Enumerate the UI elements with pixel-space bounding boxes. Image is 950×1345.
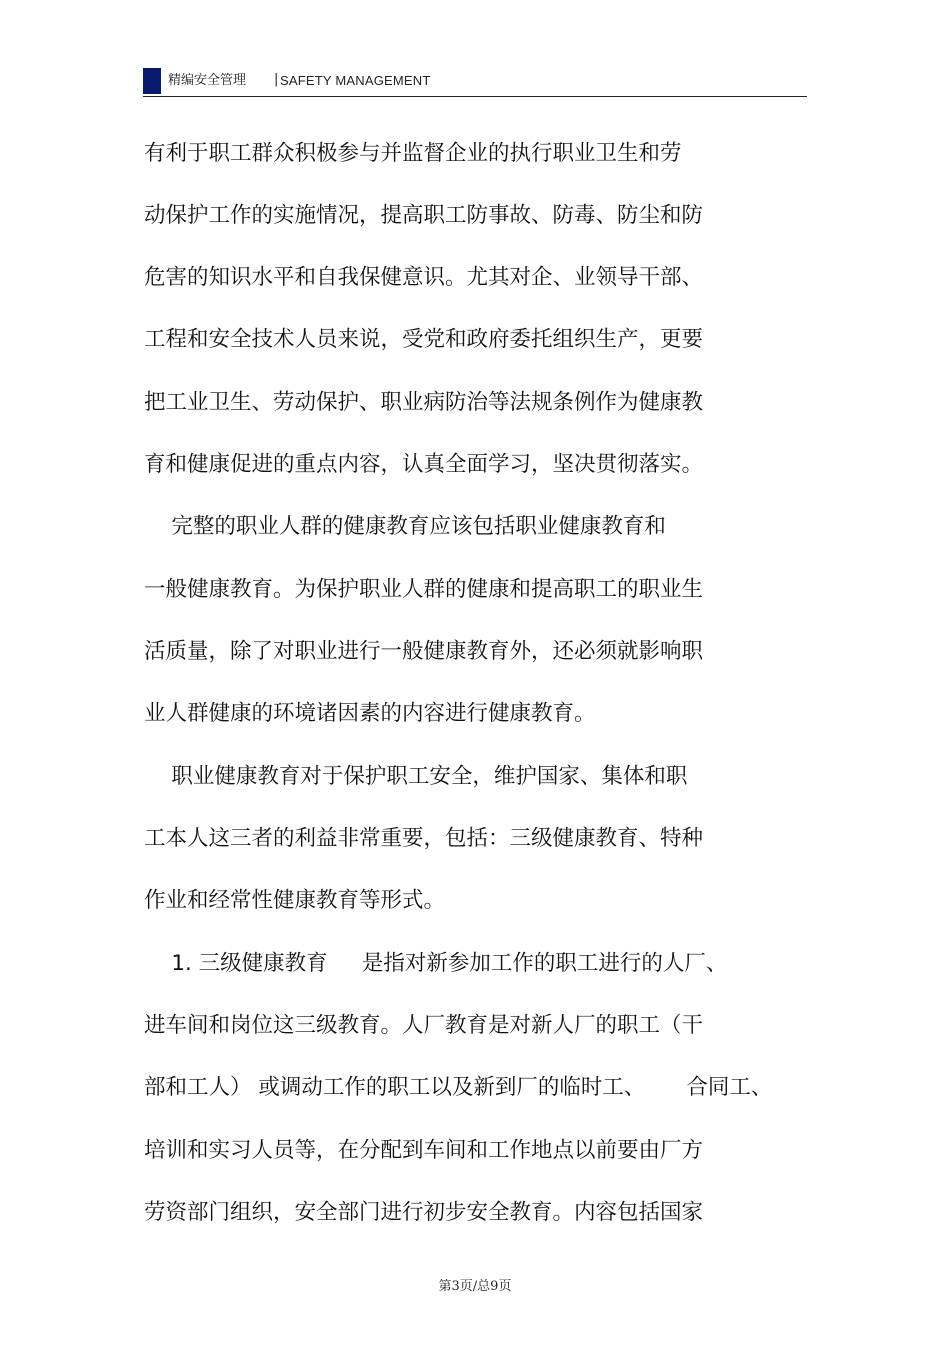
text-line: 部和工人） 或调动工作的职工以及新到厂的临时工、 合同工、 <box>144 1075 773 1100</box>
text-line: 培训和实习人员等，在分配到车间和工作地点以前要由厂方 <box>144 1138 704 1163</box>
header-separator: | <box>274 72 279 87</box>
text-line: 危害的知识水平和自我保健意识。尤其对企、业领导干部、 <box>144 265 704 290</box>
text-line: 进车间和岗位这三级教育。人厂教育是对新人厂的职工（干 <box>144 1013 704 1038</box>
text-line: 劳资部门组织，安全部门进行初步安全教育。内容包括国家 <box>144 1200 704 1225</box>
text-line: 有利于职工群众积极参与并监督企业的执行职业卫生和劳 <box>144 141 682 166</box>
text-line: 工本人这三者的利益非常重要，包括：三级健康教育、特种 <box>144 826 704 851</box>
text-line: 1. 三级健康教育 是指对新参加工作的职工进行的人厂、 <box>144 951 728 976</box>
text-line: 育和健康促进的重点内容，认真全面学习，坚决贯彻落实。 <box>144 452 704 477</box>
page-indicator: 第3页/总9页 <box>438 1279 512 1294</box>
text-line: 业人群健康的环境诸因素的内容进行健康教育。 <box>144 701 596 726</box>
header-title-en: SAFETY MANAGEMENT <box>280 73 431 88</box>
text-line: 把工业卫生、劳动保护、职业病防治等法规条例作为健康教 <box>144 390 704 415</box>
text-line: 职业健康教育对于保护职工安全，维护国家、集体和职 <box>144 764 688 789</box>
text-line: 作业和经常性健康教育等形式。 <box>144 888 446 913</box>
logo-icon <box>143 68 161 94</box>
text-line: 一般健康教育。为保护职业人群的健康和提高职工的职业生 <box>144 577 704 602</box>
text-line: 动保护工作的实施情况，提高职工防事故、防毒、防尘和防 <box>144 203 704 228</box>
text-line: 工程和安全技术人员来说，受党和政府委托组织生产，更要 <box>144 327 704 352</box>
text-line: 完整的职业人群的健康教育应该包括职业健康教育和 <box>144 514 666 539</box>
text-line: 活质量，除了对职业进行一般健康教育外，还必须就影响职 <box>144 639 704 664</box>
header-title-cn: 精编安全管理 <box>168 73 247 88</box>
page-header <box>143 66 807 97</box>
